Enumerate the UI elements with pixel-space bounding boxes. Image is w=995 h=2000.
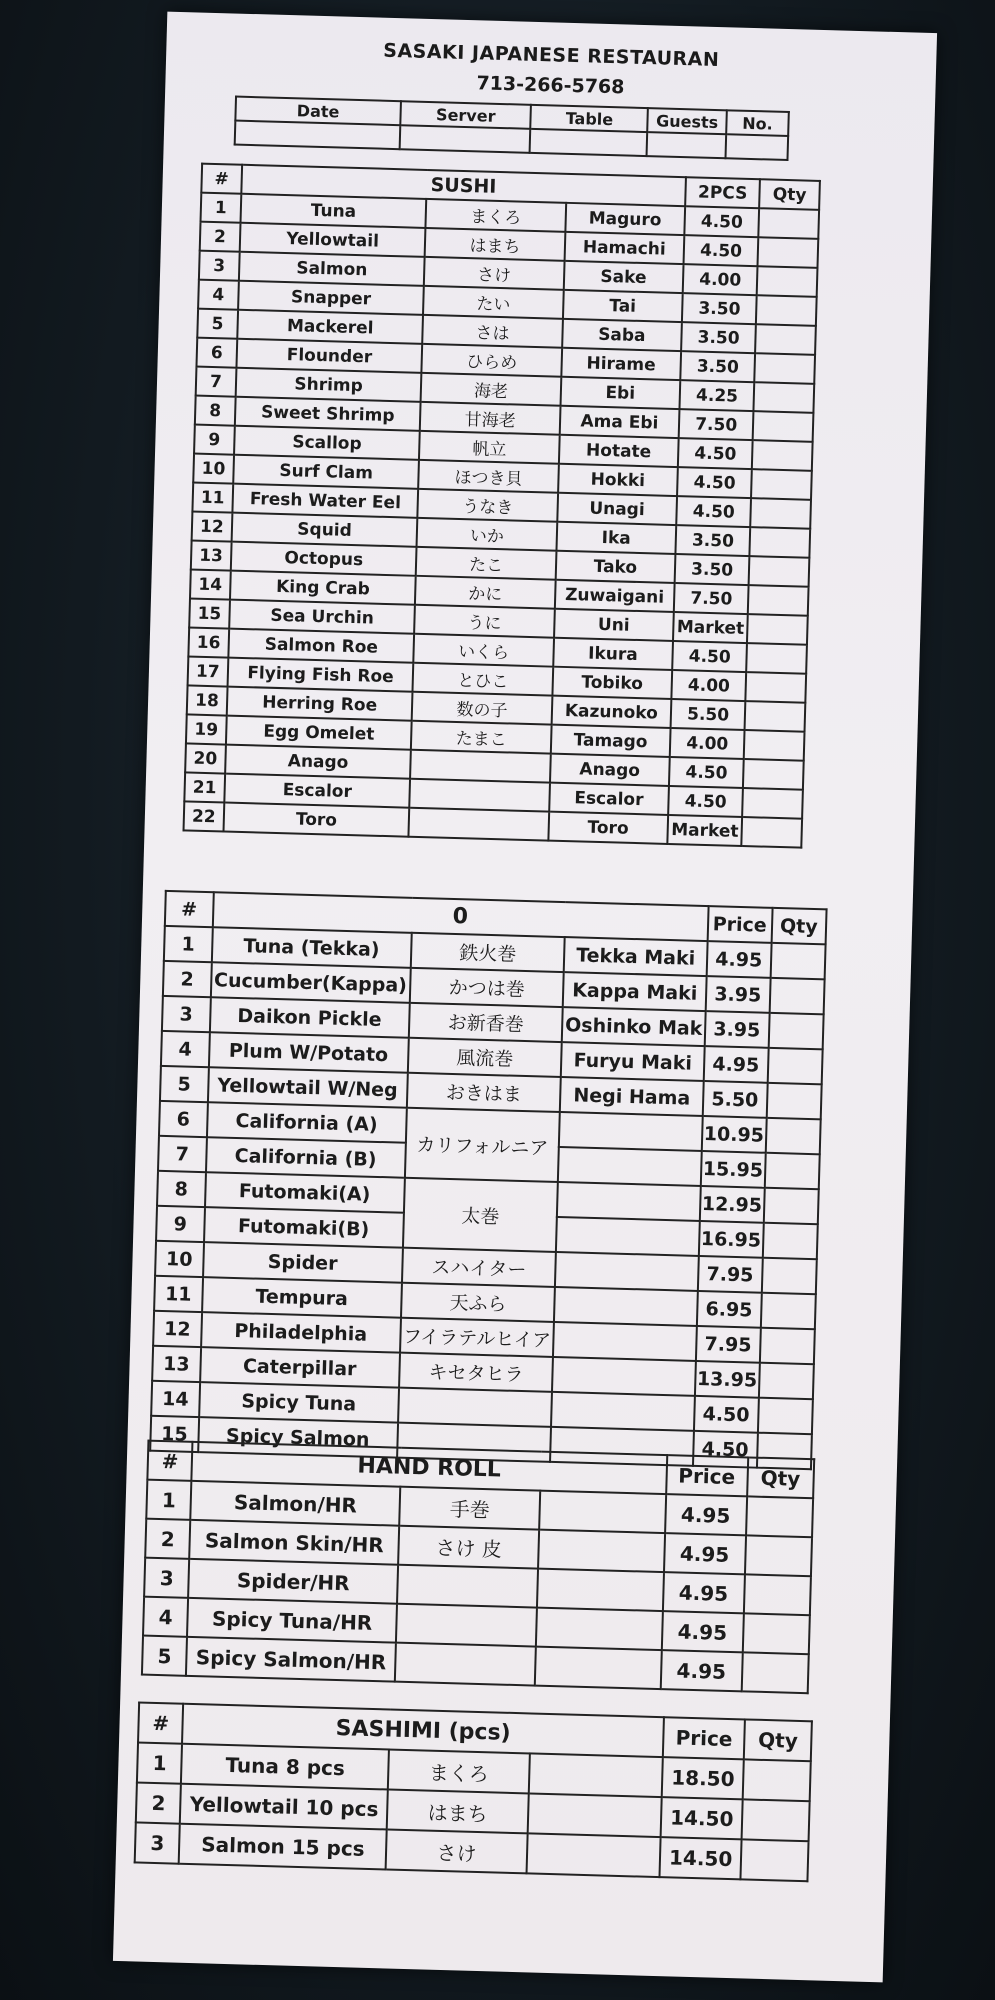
qty-cell[interactable] <box>765 1118 820 1155</box>
sushi-section-title: SUSHI <box>241 165 686 206</box>
item-number: 3 <box>199 251 240 281</box>
qty-cell[interactable] <box>747 614 808 645</box>
item-price: 7.95 <box>698 1256 763 1293</box>
item-number: 9 <box>194 425 235 455</box>
item-name-english: Yellowtail 10 pcs <box>180 1784 388 1830</box>
item-number: 21 <box>184 772 225 802</box>
item-name-english: Salmon/HR <box>191 1481 401 1526</box>
item-number: 8 <box>195 396 236 426</box>
item-name-japanese: 太巻 <box>403 1178 558 1252</box>
item-name-romaji: Hotate <box>559 435 679 467</box>
item-name-romaji: Tekka Maki <box>564 937 707 976</box>
item-price: 10.95 <box>702 1116 767 1153</box>
qty-cell[interactable] <box>743 1759 811 1801</box>
item-name-japanese: 海老 <box>421 373 561 406</box>
item-name-romaji <box>537 1569 663 1611</box>
maki-section-title: 0 <box>212 892 708 941</box>
item-name-japanese <box>410 779 550 812</box>
item-name-romaji <box>538 1530 664 1572</box>
qty-cell[interactable] <box>758 237 819 268</box>
item-name-japanese <box>396 1604 537 1647</box>
maki-price-header: Price <box>707 906 772 943</box>
item-name-english: Spider <box>203 1242 403 1283</box>
item-name-english: Flying Fish Roe <box>227 658 413 692</box>
qty-cell[interactable] <box>742 1799 810 1841</box>
qty-cell[interactable] <box>755 324 816 355</box>
item-price: 6.95 <box>697 1291 762 1328</box>
qty-cell[interactable] <box>741 1652 808 1693</box>
item-number: 6 <box>196 338 237 368</box>
item-name-romaji <box>559 1112 702 1151</box>
item-name-romaji <box>529 1753 663 1797</box>
table-header: Table <box>531 105 648 132</box>
qty-cell[interactable] <box>743 759 804 790</box>
qty-cell[interactable] <box>757 266 818 297</box>
item-name-romaji: Ika <box>556 522 676 554</box>
item-price: 4.50 <box>669 757 744 788</box>
item-name-english: King Crab <box>230 571 416 605</box>
item-name-english: Cucumber(Kappa) <box>210 962 410 1003</box>
item-price: 3.95 <box>704 1011 769 1048</box>
qty-cell[interactable] <box>768 1013 823 1050</box>
order-sheet <box>113 12 937 1983</box>
item-number: 11 <box>154 1276 203 1312</box>
item-name-japanese: 帆立 <box>419 431 559 464</box>
hand-roll-table <box>141 1440 815 1695</box>
item-number: 22 <box>184 801 225 831</box>
item-number: 5 <box>142 1636 187 1676</box>
restaurant-phone: 713-266-5768 <box>476 72 625 99</box>
qty-cell[interactable] <box>746 1496 813 1537</box>
item-price: Market <box>667 815 742 846</box>
qty-cell[interactable] <box>764 1153 819 1190</box>
item-price: 3.50 <box>675 554 750 585</box>
item-price: 4.50 <box>677 467 752 498</box>
item-name-japanese <box>395 1643 536 1686</box>
item-number: 7 <box>196 367 237 397</box>
item-name-english: Futomaki(A) <box>205 1172 405 1213</box>
item-price: 4.50 <box>668 786 743 817</box>
item-price: 3.50 <box>675 525 750 556</box>
server-field[interactable] <box>400 125 531 153</box>
item-name-english: Squid <box>231 513 417 547</box>
item-price: 3.50 <box>682 293 757 324</box>
item-name-english: Mackerel <box>237 310 423 344</box>
item-name-japanese: うなき <box>418 489 558 522</box>
item-price: 4.00 <box>670 728 745 759</box>
item-name-english: California (B) <box>206 1137 406 1178</box>
qty-cell[interactable] <box>759 208 820 239</box>
item-price: 4.95 <box>665 1494 747 1535</box>
item-name-japanese: まくろ <box>388 1750 530 1794</box>
qty-cell[interactable] <box>767 1048 822 1085</box>
item-number: 2 <box>200 222 241 252</box>
item-name-japanese: フイラテルヒイア <box>400 1318 555 1357</box>
item-price: 13.95 <box>695 1361 760 1398</box>
item-name-romaji: Unagi <box>557 493 677 525</box>
item-name-romaji: Oshinko Mak <box>562 1007 705 1046</box>
item-name-romaji <box>551 1392 694 1431</box>
item-name-romaji <box>554 1287 697 1326</box>
item-name-japanese: カリフォルニア <box>405 1108 560 1182</box>
qty-cell[interactable] <box>751 469 812 500</box>
item-name-japanese: まくろ <box>426 199 566 232</box>
maki-hash-header: # <box>165 891 214 927</box>
item-number: 19 <box>186 714 227 744</box>
item-name-japanese: かに <box>415 576 555 609</box>
qty-cell[interactable] <box>745 701 806 732</box>
item-name-japanese: 天ふら <box>401 1283 556 1322</box>
item-name-japanese: かつは巻 <box>410 968 565 1007</box>
item-price: 4.50 <box>672 641 747 672</box>
item-number: 3 <box>162 996 211 1032</box>
item-name-english: Toro <box>223 803 409 837</box>
server-header: Server <box>400 101 531 129</box>
no-header: No. <box>726 110 789 136</box>
qty-cell[interactable] <box>745 1535 812 1576</box>
item-name-romaji <box>535 1647 661 1689</box>
item-number: 14 <box>190 570 231 600</box>
item-name-romaji: Toro <box>548 812 668 844</box>
item-name-japanese: うに <box>415 605 555 638</box>
sashimi-price-header: Price <box>663 1717 745 1759</box>
qty-cell[interactable] <box>742 788 803 819</box>
item-name-english: Egg Omelet <box>226 716 412 750</box>
guests-field[interactable] <box>647 132 726 158</box>
item-name-romaji: Tai <box>563 290 683 322</box>
item-name-english: Escalor <box>224 774 410 808</box>
item-name-romaji: Anago <box>550 754 670 786</box>
item-name-english: Surf Clam <box>233 455 419 489</box>
date-field[interactable] <box>235 121 401 150</box>
item-price: 12.95 <box>700 1186 765 1223</box>
sushi-hash-header: # <box>201 164 242 194</box>
qty-cell[interactable] <box>748 585 809 616</box>
item-name-english: Spicy Salmon/HR <box>186 1637 396 1682</box>
item-name-romaji <box>553 1322 696 1361</box>
item-name-japanese: 手巻 <box>399 1487 540 1530</box>
item-name-english: Shrimp <box>235 368 421 402</box>
item-name-romaji: Kazunoko <box>551 696 671 728</box>
date-header: Date <box>235 97 401 126</box>
item-name-romaji: Hokki <box>558 464 678 496</box>
item-number: 5 <box>160 1066 209 1102</box>
item-price: 4.00 <box>683 264 758 295</box>
item-number: 10 <box>193 454 234 484</box>
hand-roll-price-header: Price <box>666 1455 748 1496</box>
item-price: 3.50 <box>680 351 755 382</box>
item-name-english: Philadelphia <box>201 1312 401 1353</box>
item-name-romaji <box>558 1147 701 1186</box>
item-name-english: Fresh Water Eel <box>232 484 418 518</box>
item-name-japanese: さけ <box>386 1829 528 1873</box>
item-name-japanese: さけ 皮 <box>398 1526 539 1569</box>
item-name-japanese <box>409 808 549 841</box>
item-number: 12 <box>153 1311 202 1347</box>
item-price: 4.50 <box>684 206 759 237</box>
item-name-japanese: 風流巻 <box>408 1038 563 1077</box>
qty-cell[interactable] <box>766 1083 821 1120</box>
item-name-english: Octopus <box>231 542 417 576</box>
sushi-price-header: 2PCS <box>685 177 760 208</box>
item-number: 6 <box>159 1101 208 1137</box>
item-price: 4.95 <box>703 1046 768 1083</box>
item-name-english: California (A) <box>207 1102 407 1143</box>
item-name-romaji: Hamachi <box>564 232 684 264</box>
item-price: 16.95 <box>699 1221 764 1258</box>
qty-cell[interactable] <box>770 943 825 980</box>
qty-cell[interactable] <box>758 1363 813 1400</box>
item-number: 20 <box>185 743 226 773</box>
hand-roll-section-title: HAND ROLL <box>192 1442 667 1494</box>
item-name-japanese: ひらめ <box>422 344 562 377</box>
item-number: 3 <box>144 1558 189 1598</box>
item-number: 3 <box>135 1822 180 1863</box>
item-name-romaji: Maguro <box>565 203 685 235</box>
item-price: 4.50 <box>693 1431 758 1468</box>
item-price: 3.95 <box>705 976 770 1013</box>
item-number: 1 <box>137 1742 182 1783</box>
item-price: 3.50 <box>681 322 756 353</box>
item-name-romaji: Negi Hama <box>560 1077 703 1116</box>
item-name-japanese: いか <box>417 518 557 551</box>
item-price: 4.95 <box>662 1572 744 1613</box>
item-name-romaji: Ebi <box>560 377 680 409</box>
hand-roll-qty-header: Qty <box>747 1457 814 1498</box>
qty-cell[interactable] <box>754 382 815 413</box>
item-name-japanese: はまち <box>425 228 565 261</box>
item-number: 13 <box>152 1346 201 1382</box>
item-name-english: Salmon <box>239 252 425 286</box>
item-name-english: Spicy Tuna <box>199 1382 399 1423</box>
item-name-japanese: いくら <box>414 634 554 667</box>
item-number: 2 <box>145 1519 190 1559</box>
item-price: 7.95 <box>696 1326 761 1363</box>
item-number: 15 <box>150 1416 199 1452</box>
qty-cell[interactable] <box>742 817 803 848</box>
item-name-romaji <box>536 1608 662 1650</box>
qty-cell[interactable] <box>750 527 811 558</box>
qty-cell[interactable] <box>761 1258 816 1295</box>
sashimi-hash-header: # <box>138 1703 183 1744</box>
no-field[interactable] <box>726 134 789 160</box>
item-number: 13 <box>191 541 232 571</box>
item-name-english: Sweet Shrimp <box>235 397 421 431</box>
item-number: 15 <box>189 598 230 628</box>
item-name-japanese: はまち <box>387 1789 529 1833</box>
item-name-romaji <box>555 1252 698 1291</box>
item-number: 2 <box>163 961 212 997</box>
sushi-table <box>182 163 820 849</box>
qty-cell[interactable] <box>744 730 805 761</box>
item-name-romaji: Ama Ebi <box>559 406 679 438</box>
item-number: 7 <box>158 1136 207 1172</box>
hand-roll-hash-header: # <box>147 1441 192 1481</box>
item-name-romaji: Escalor <box>549 783 669 815</box>
qty-cell[interactable] <box>763 1188 818 1225</box>
item-number: 9 <box>156 1206 205 1242</box>
item-name-romaji: Tamago <box>550 725 670 757</box>
order-info-table <box>234 96 790 161</box>
item-name-japanese: 数の子 <box>412 692 552 725</box>
item-name-english: Spicy Salmon <box>198 1417 398 1458</box>
restaurant-name: SASAKI JAPANESE RESTAURAN <box>383 39 720 72</box>
item-price: Market <box>673 612 748 643</box>
item-name-romaji: Kappa Maki <box>563 972 706 1011</box>
item-price: 14.50 <box>661 1797 743 1839</box>
item-price: 5.50 <box>703 1081 768 1118</box>
qty-cell[interactable] <box>750 498 811 529</box>
item-name-romaji: Saba <box>562 319 682 351</box>
item-name-romaji <box>556 1217 699 1256</box>
qty-cell[interactable] <box>760 1293 815 1330</box>
item-name-english: Tempura <box>202 1277 402 1318</box>
item-number: 18 <box>187 685 228 715</box>
qty-cell[interactable] <box>756 295 817 326</box>
qty-cell[interactable] <box>742 1613 809 1654</box>
item-number: 1 <box>201 193 242 223</box>
item-name-english: Anago <box>225 745 411 779</box>
item-name-english: Tuna <box>240 194 426 228</box>
item-price: 4.50 <box>684 235 759 266</box>
item-number: 17 <box>188 656 229 686</box>
item-name-english: Yellowtail W/Neg <box>208 1067 408 1108</box>
item-name-romaji <box>526 1833 660 1877</box>
item-price: 4.95 <box>660 1650 742 1691</box>
item-name-english: Caterpillar <box>200 1347 400 1388</box>
item-name-japanese: さは <box>423 315 563 348</box>
item-number: 5 <box>197 309 238 339</box>
item-number: 1 <box>146 1480 191 1520</box>
item-name-english: Salmon 15 pcs <box>179 1824 387 1870</box>
item-name-japanese: とひこ <box>413 663 553 696</box>
item-name-english: Sea Urchin <box>229 600 415 634</box>
item-name-japanese: ほつき貝 <box>419 460 559 493</box>
item-name-japanese <box>397 1565 538 1608</box>
item-price: 4.50 <box>676 496 751 527</box>
item-name-japanese: おきはま <box>407 1073 562 1112</box>
qty-cell[interactable] <box>746 672 807 703</box>
item-name-japanese: お新香巻 <box>409 1003 564 1042</box>
item-name-english: Herring Roe <box>227 687 413 721</box>
item-name-japanese: さけ <box>424 257 564 290</box>
item-price: 18.50 <box>662 1757 744 1799</box>
item-price: 4.50 <box>678 438 753 469</box>
maki-qty-header: Qty <box>771 908 826 945</box>
item-price: 4.00 <box>671 670 746 701</box>
item-price: 4.50 <box>694 1396 759 1433</box>
guests-header: Guests <box>647 108 726 134</box>
item-price: 7.50 <box>674 583 749 614</box>
sushi-qty-header: Qty <box>759 179 820 210</box>
item-number: 2 <box>136 1782 181 1823</box>
item-name-romaji: Tako <box>555 551 675 583</box>
qty-cell[interactable] <box>769 978 824 1015</box>
item-number: 14 <box>151 1381 200 1417</box>
item-name-romaji: Ikura <box>553 638 673 670</box>
item-name-romaji: Tobiko <box>552 667 672 699</box>
item-name-japanese: たい <box>423 286 563 319</box>
item-number: 4 <box>198 280 239 310</box>
item-name-english: Yellowtail <box>239 223 425 257</box>
item-name-japanese <box>398 1388 553 1427</box>
item-name-english: Futomaki(B) <box>204 1207 404 1248</box>
qty-cell[interactable] <box>752 440 813 471</box>
sashimi-qty-header: Qty <box>744 1719 812 1761</box>
item-number: 10 <box>155 1241 204 1277</box>
table-field[interactable] <box>530 129 647 156</box>
item-price: 7.50 <box>679 409 754 440</box>
item-name-english: Tuna 8 pcs <box>181 1744 389 1790</box>
qty-cell[interactable] <box>755 353 816 384</box>
item-name-japanese: キセタヒラ <box>399 1353 554 1392</box>
qty-cell[interactable] <box>759 1328 814 1365</box>
item-name-romaji: Furyu Maki <box>561 1042 704 1081</box>
item-number: 8 <box>157 1171 206 1207</box>
item-price: 15.95 <box>701 1151 766 1188</box>
item-name-japanese: スハイター <box>402 1248 557 1287</box>
item-price: 5.50 <box>671 699 746 730</box>
item-name-japanese <box>411 750 551 783</box>
item-price: 14.50 <box>659 1837 741 1879</box>
item-price: 4.25 <box>680 380 755 411</box>
qty-cell[interactable] <box>746 643 807 674</box>
item-name-romaji: Zuwaigani <box>555 580 675 612</box>
item-number: 4 <box>161 1031 210 1067</box>
item-price: 4.95 <box>706 941 771 978</box>
sashimi-section-title: SASHIMI (pcs) <box>182 1704 664 1757</box>
item-price: 4.95 <box>664 1533 746 1574</box>
item-name-english: Plum W/Potato <box>208 1032 408 1073</box>
item-name-english: Spicy Tuna/HR <box>187 1598 397 1643</box>
item-name-english: Salmon Roe <box>228 629 414 663</box>
item-number: 12 <box>192 512 233 542</box>
item-number: 4 <box>143 1597 188 1637</box>
item-name-romaji <box>527 1793 661 1837</box>
item-name-english: Daikon Pickle <box>209 997 409 1038</box>
maki-table <box>149 890 827 1470</box>
item-name-english: Spider/HR <box>188 1559 398 1604</box>
item-name-romaji <box>557 1182 700 1221</box>
qty-cell[interactable] <box>757 1398 812 1435</box>
item-name-romaji: Sake <box>563 261 683 293</box>
qty-cell[interactable] <box>749 556 810 587</box>
qty-cell[interactable] <box>753 411 814 442</box>
item-name-japanese: たこ <box>416 547 556 580</box>
item-number: 11 <box>192 483 233 513</box>
qty-cell[interactable] <box>741 1839 809 1881</box>
item-name-japanese: たまこ <box>411 721 551 754</box>
sashimi-table <box>134 1701 813 1882</box>
item-number: 1 <box>164 926 213 962</box>
item-name-romaji <box>552 1357 695 1396</box>
item-name-romaji: Uni <box>554 609 674 641</box>
qty-cell[interactable] <box>762 1223 817 1260</box>
qty-cell[interactable] <box>743 1574 810 1615</box>
item-name-japanese: 鉄火巻 <box>411 933 566 972</box>
item-name-english: Scallop <box>234 426 420 460</box>
item-name-romaji <box>539 1491 665 1533</box>
item-name-english: Salmon Skin/HR <box>189 1520 399 1565</box>
item-price: 4.95 <box>661 1611 743 1652</box>
item-number: 16 <box>188 627 229 657</box>
item-name-english: Tuna (Tekka) <box>211 927 411 968</box>
item-name-english: Flounder <box>236 339 422 373</box>
item-name-japanese: 甘海老 <box>420 402 560 435</box>
item-name-english: Snapper <box>238 281 424 315</box>
item-name-romaji: Hirame <box>561 348 681 380</box>
